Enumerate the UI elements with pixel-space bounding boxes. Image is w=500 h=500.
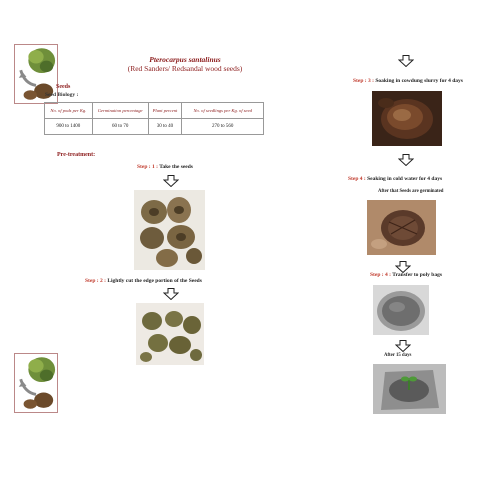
step-2-number: Step : 2 : (85, 278, 106, 284)
photo-cowdung-slurry (372, 91, 442, 146)
table-cell: 270 to 560 (182, 119, 264, 135)
seed-biology-label: Seed Biology : (45, 92, 79, 98)
step-3-label (353, 78, 463, 84)
step-3-number: Step : 3 : (353, 78, 374, 84)
down-arrow-icon (163, 175, 179, 187)
step-1-text: Take the seeds (157, 164, 193, 170)
down-arrow-icon (398, 55, 414, 67)
table-cell: 900 to 1400 (45, 119, 93, 135)
step-1-label (137, 164, 193, 170)
step-4a-number: Step 4 : (348, 176, 366, 182)
logo-bottom (14, 353, 58, 413)
down-arrow-icon (163, 288, 179, 300)
table-row (45, 119, 264, 135)
photo-seedling (373, 364, 446, 414)
step-3-text: Soaking in cowdung slurry for 4 days (373, 78, 463, 84)
after-15-days-note: After 15 days (384, 353, 412, 358)
table-cell: 30 to 40 (148, 119, 182, 135)
document-title (80, 55, 290, 73)
photo-poly-bag (373, 285, 429, 335)
scientific-name: Pterocarpus santalinus (149, 55, 221, 64)
step-4b-text: Transfer to poly bags (390, 272, 442, 278)
table-header-cell: No. of pods per Kg. (45, 103, 93, 119)
down-arrow-icon (398, 154, 414, 166)
pretreatment-heading: Pre-treatment: (57, 152, 96, 158)
seed-biology-table (44, 102, 264, 135)
step-2-text: Lightly cut the edge portion of the Seeds (105, 278, 202, 284)
step-4a-text: Seaking in cold water for 4 days (365, 176, 443, 182)
table-header-row (45, 103, 264, 119)
step-2-label (85, 278, 202, 284)
common-name: (Red Sanders/ Redsandal wood seeds) (127, 64, 243, 73)
table-cell: 60 to 70 (92, 119, 148, 135)
step-4b-label (370, 272, 442, 278)
table-header-cell: No. of seedlings per Kg. of seed (182, 103, 264, 119)
seeds-heading: Seeds (56, 84, 71, 90)
step-1-number: Step : 1 : (137, 164, 158, 170)
photo-cut-seeds (136, 303, 204, 365)
step-4b-number: Step : 4 : (370, 272, 391, 278)
germination-note: After that Seeds are germinated (378, 189, 444, 194)
photo-cold-water-soak (367, 200, 436, 255)
table-header-cell: Germination percentage (92, 103, 148, 119)
down-arrow-icon (395, 340, 411, 352)
photo-dry-seeds (134, 190, 205, 270)
table-header-cell: Plant percent (148, 103, 182, 119)
step-4a-label (348, 176, 442, 182)
